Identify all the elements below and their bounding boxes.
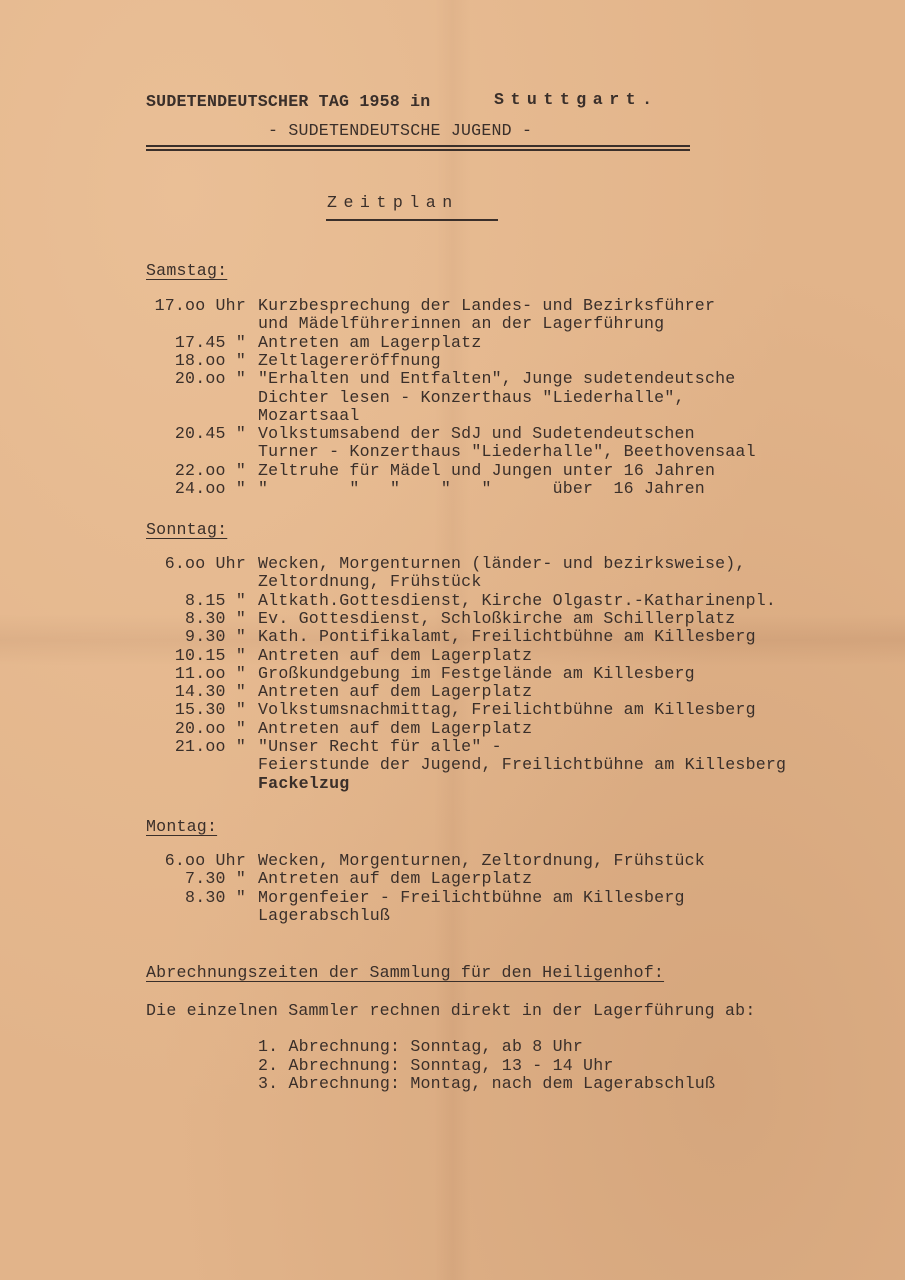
schedule-time: 14.30 " bbox=[174, 682, 246, 702]
schedule-description: Morgenfeier - Freilichtbühne am Killesberg bbox=[258, 887, 685, 907]
schedule-description: Großkundgebung im Festgelände am Killesberg bbox=[258, 663, 695, 683]
schedule-description: Zeltruhe für Mädel und Jungen unter 16 Jahren bbox=[258, 460, 716, 480]
abrechnung-item: 1. Abrechnung: Sonntag, ab 8 Uhr bbox=[258, 1037, 584, 1056]
schedule-title: Zeitplan bbox=[327, 193, 459, 212]
schedule-time: 21.oo " bbox=[174, 737, 246, 756]
schedule-description: Antreten auf dem Lagerplatz bbox=[258, 718, 533, 738]
schedule-time: 6.oo Uhr bbox=[164, 554, 246, 573]
schedule-description: Zeltordnung, Frühstück bbox=[258, 572, 482, 592]
schedule-description: "Unser Recht für alle" - bbox=[258, 737, 502, 756]
header-line1: SUDETENDEUTSCHER TAG 1958 in bbox=[146, 92, 431, 111]
schedule-description: und Mädelführerinnen an der Lagerführung bbox=[258, 314, 665, 334]
section-heading-montag: Montag: bbox=[146, 817, 218, 836]
schedule-time: 8.30 " bbox=[185, 608, 246, 628]
schedule-description: Kurzbesprechung der Landes- und Bezirksführer bbox=[258, 296, 716, 315]
schedule-time: 10.15 " bbox=[174, 645, 246, 665]
schedule-time: 11.oo " bbox=[174, 663, 246, 683]
schedule-time: 20.oo " bbox=[174, 718, 246, 738]
schedule-time: 22.oo " bbox=[174, 460, 246, 480]
schedule-time: 20.oo " bbox=[174, 369, 246, 389]
schedule-description: Antreten auf dem Lagerplatz bbox=[258, 869, 533, 889]
schedule-description: Mozartsaal bbox=[258, 405, 360, 425]
header-city: Stuttgart. bbox=[494, 90, 659, 109]
header-line2: - SUDETENDEUTSCHE JUGEND - bbox=[268, 121, 533, 140]
section-heading-samstag: Samstag: bbox=[146, 261, 228, 280]
schedule-time: 7.30 " bbox=[185, 869, 246, 889]
schedule-description: Volkstumsabend der SdJ und Sudetendeutschen bbox=[258, 424, 695, 444]
schedule-description: Antreten auf dem Lagerplatz bbox=[258, 645, 533, 665]
schedule-description: Dichter lesen - Konzerthaus "Liederhalle", bbox=[258, 387, 685, 407]
schedule-description: Volkstumsnachmittag, Freilichtbühne am Killesberg bbox=[258, 700, 756, 720]
abrechnung-item: 3. Abrechnung: Montag, nach dem Lagerabschluß bbox=[258, 1074, 716, 1093]
double-rule bbox=[146, 145, 690, 151]
schedule-description: Fackelzug bbox=[258, 773, 350, 793]
schedule-time: 8.15 " bbox=[185, 590, 246, 610]
schedule-description: Wecken, Morgenturnen, Zeltordnung, Frühstück bbox=[258, 851, 705, 870]
abrechnung-heading: Abrechnungszeiten der Sammlung für den Heiligenhof: bbox=[146, 963, 665, 982]
schedule-description: Zeltlagereröffnung bbox=[258, 350, 441, 370]
schedule-time: 8.30 " bbox=[185, 887, 246, 907]
schedule-time: 20.45 " bbox=[174, 424, 246, 444]
abrechnung-item: 2. Abrechnung: Sonntag, 13 - 14 Uhr bbox=[258, 1056, 614, 1075]
schedule-time: 17.oo Uhr bbox=[154, 296, 246, 315]
section-heading-sonntag: Sonntag: bbox=[146, 520, 228, 539]
schedule-description: " " " " " über 16 Jahren bbox=[258, 479, 705, 498]
schedule-description: Kath. Pontifikalamt, Freilichtbühne am Killesberg bbox=[258, 627, 756, 647]
abrechnung-intro: Die einzelnen Sammler rechnen direkt in der Lagerführung ab: bbox=[146, 1001, 756, 1020]
schedule-description: Lagerabschluß bbox=[258, 905, 391, 925]
schedule-time: 17.45 " bbox=[174, 332, 246, 352]
schedule-description: Antreten auf dem Lagerplatz bbox=[258, 682, 533, 702]
schedule-time: 6.oo Uhr bbox=[164, 851, 246, 870]
schedule-description: Turner - Konzerthaus "Liederhalle", Beethovensaal bbox=[258, 442, 756, 462]
schedule-time: 24.oo " bbox=[174, 479, 246, 498]
schedule-time: 9.30 " bbox=[185, 627, 246, 647]
title-underline bbox=[326, 219, 498, 221]
schedule-description: Wecken, Morgenturnen (länder- und bezirksweise), bbox=[258, 554, 746, 573]
schedule-time: 18.oo " bbox=[174, 350, 246, 370]
schedule-description: "Erhalten und Entfalten", Junge sudetendeutsche bbox=[258, 369, 736, 389]
schedule-description: Altkath.Gottesdienst, Kirche Olgastr.-Katharinenpl. bbox=[258, 590, 777, 610]
schedule-description: Feierstunde der Jugend, Freilichtbühne am Killesberg bbox=[258, 755, 787, 775]
schedule-time: 15.30 " bbox=[174, 700, 246, 720]
schedule-description: Antreten am Lagerplatz bbox=[258, 332, 482, 352]
schedule-description: Ev. Gottesdienst, Schloßkirche am Schillerplatz bbox=[258, 608, 736, 628]
